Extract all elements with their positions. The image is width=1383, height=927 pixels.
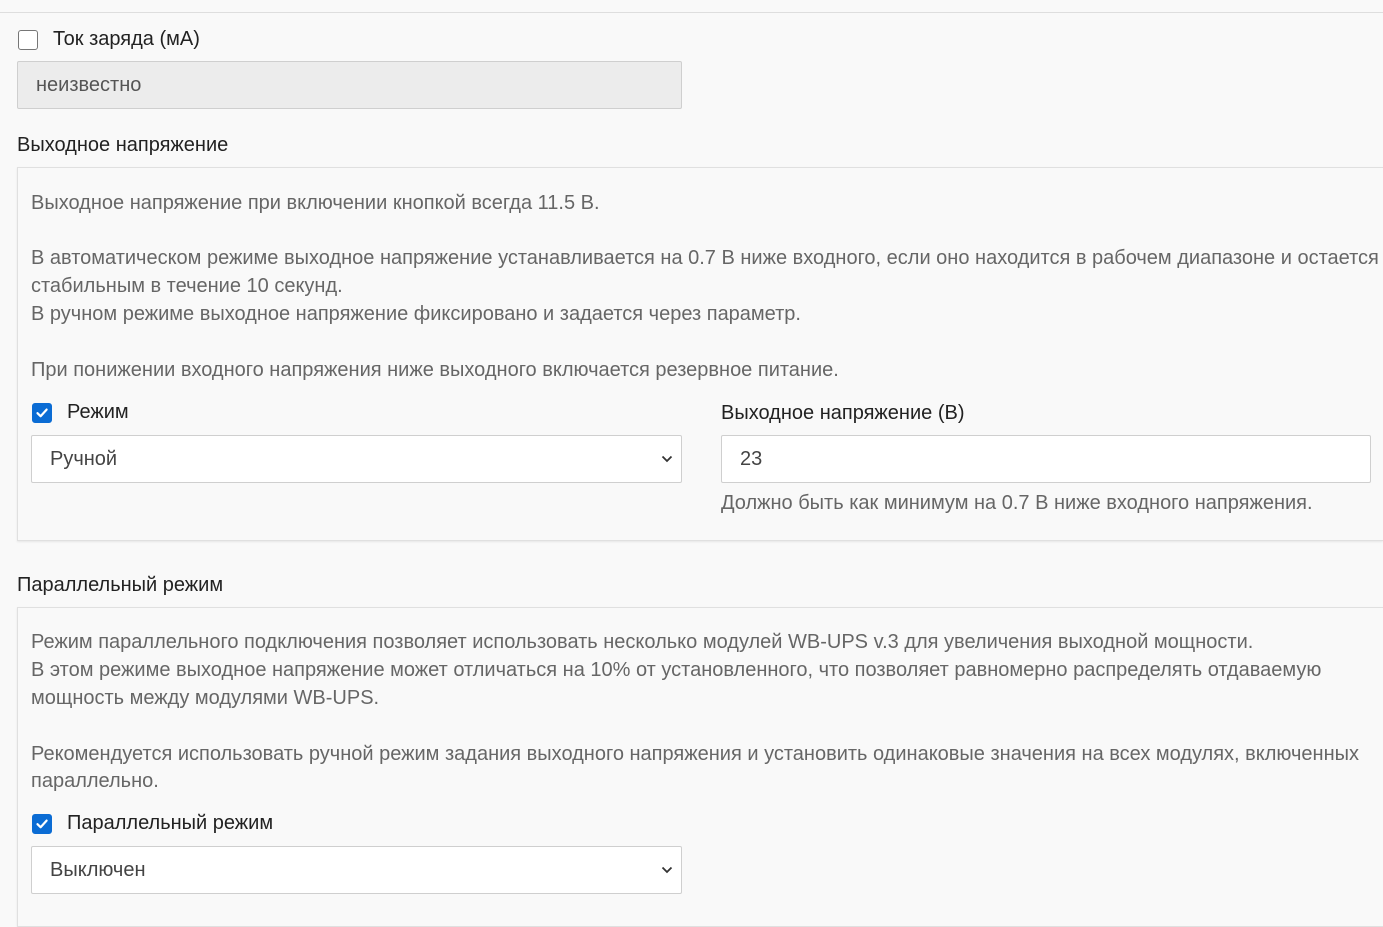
output-voltage-desc-1: Выходное напряжение при включении кнопкой всегда 11.5 В. (31, 192, 600, 214)
parallel-section-title: Параллельный режим (17, 574, 224, 596)
output-voltage-panel (17, 167, 1383, 541)
top-divider (0, 12, 1383, 13)
parallel-mode-select-value: Выключен (50, 858, 146, 881)
output-voltage-help: Должно быть как минимум на 0.7 В ниже входного напряжения. (721, 492, 1313, 514)
mode-checkbox[interactable] (32, 403, 52, 423)
output-voltage-desc-4: При понижении входного напряжения ниже выходного включается резервное питание. (31, 359, 839, 381)
parallel-desc-2a: В этом режиме выходное напряжение может отличаться на 10% от установленного, что позволяет равномерно распределять отдаваемую (31, 659, 1322, 681)
output-voltage-desc-2b: стабильным в течение 10 секунд. (31, 275, 343, 297)
output-voltage-desc-3: В ручном режиме выходное напряжение фиксировано и задается через параметр. (31, 303, 801, 325)
checkmark-icon (35, 817, 49, 831)
mode-select[interactable] (31, 435, 682, 483)
mode-select-value: Ручной (50, 447, 118, 470)
parallel-mode-checkbox-row[interactable] (32, 812, 273, 835)
charge-current-checkbox[interactable] (18, 30, 38, 50)
parallel-desc-2b: мощность между модулями WB-UPS. (31, 687, 380, 709)
charge-current-field (17, 61, 682, 109)
output-voltage-input[interactable] (721, 435, 1371, 483)
parallel-mode-label: Параллельный режим (67, 812, 274, 834)
charge-current-label: Ток заряда (мА) (53, 28, 200, 50)
chevron-down-icon (661, 865, 673, 875)
parallel-desc-1: Режим параллельного подключения позволяет использовать несколько модулей WB-UPS v.3 для увеличения выходной мощности. (31, 631, 1254, 653)
mode-checkbox-row[interactable] (32, 401, 129, 424)
chevron-down-icon (661, 454, 673, 464)
output-voltage-label: Выходное напряжение (В) (721, 402, 965, 424)
parallel-desc-3b: параллельно. (31, 770, 159, 792)
output-voltage-section-title: Выходное напряжение (17, 134, 229, 156)
charge-current-value: неизвестно (36, 73, 142, 96)
parallel-mode-checkbox[interactable] (32, 814, 52, 834)
checkmark-icon (35, 406, 49, 420)
output-voltage-value: 23 (740, 447, 763, 470)
parallel-desc-3a: Рекомендуется использовать ручной режим задания выходного напряжения и установить одинаковые значения на всех модулях, включенных (31, 743, 1359, 765)
output-voltage-desc-2a: В автоматическом режиме выходное напряжение устанавливается на 0.7 В ниже входного, если оно находится в рабочем диапазоне и остается (31, 247, 1379, 269)
charge-current-checkbox-row[interactable] (18, 28, 200, 51)
parallel-mode-select[interactable] (31, 846, 682, 894)
mode-label: Режим (67, 401, 129, 423)
